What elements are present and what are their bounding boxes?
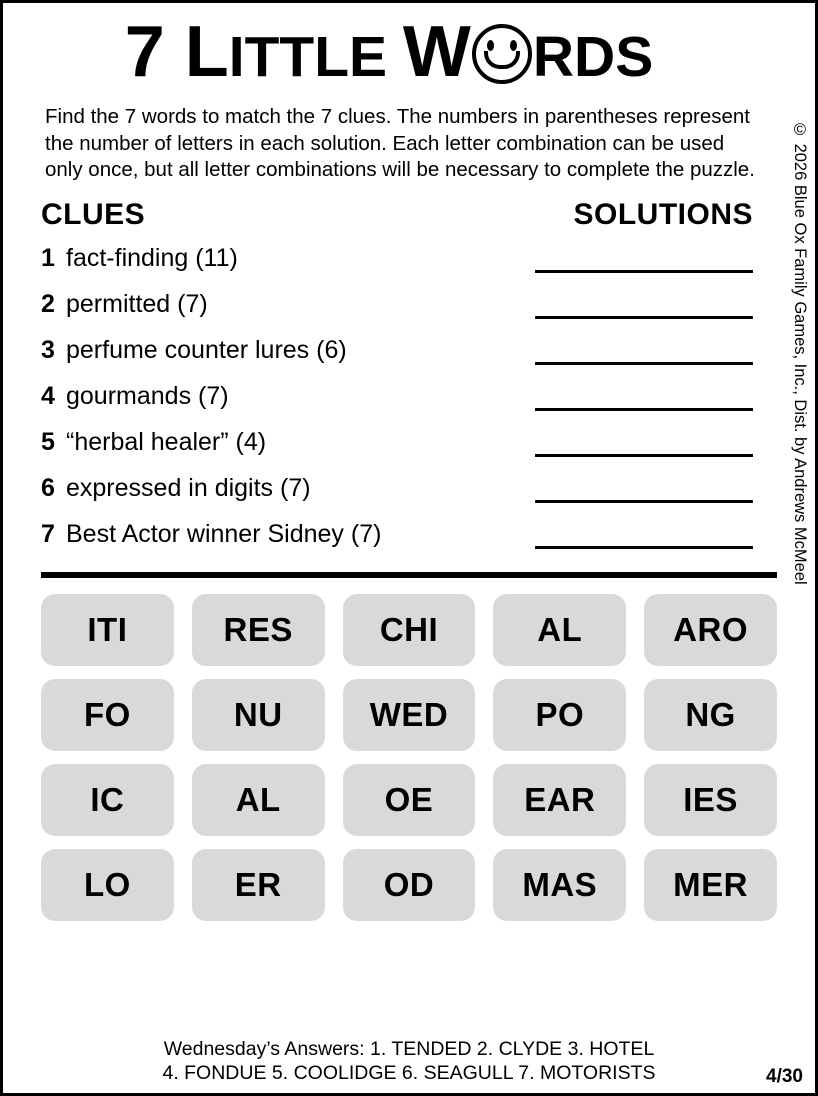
- solutions-header: SOLUTIONS: [573, 197, 753, 231]
- letter-tile[interactable]: RES: [192, 594, 325, 666]
- letter-tile[interactable]: ITI: [41, 594, 174, 666]
- letter-tile[interactable]: IES: [644, 764, 777, 836]
- answer-line[interactable]: [535, 290, 753, 319]
- clue-text: fact-finding (11): [66, 244, 238, 272]
- answer-line[interactable]: [535, 382, 753, 411]
- letter-tile-grid: [3, 578, 815, 921]
- letter-tile[interactable]: MER: [644, 849, 777, 921]
- clue-row: [41, 282, 753, 328]
- letter-tile[interactable]: FO: [41, 679, 174, 751]
- instructions-text: Find the 7 words to match the 7 clues. The numbers in parentheses represent the number of letters in each solution. Each letter combination can be used only once, but all letter combinations will be necessary to complete the puzzle.: [45, 105, 755, 181]
- letter-tile[interactable]: ARO: [644, 594, 777, 666]
- letter-tile[interactable]: AL: [192, 764, 325, 836]
- clue-row: [41, 236, 753, 282]
- letter-tile[interactable]: OD: [343, 849, 476, 921]
- column-headers: [3, 184, 815, 232]
- clue-row: [41, 328, 753, 374]
- letter-tile[interactable]: NG: [644, 679, 777, 751]
- clue-number: 3: [41, 336, 55, 364]
- previous-answers: [3, 1037, 815, 1085]
- letter-tile[interactable]: NU: [192, 679, 325, 751]
- letter-tile[interactable]: MAS: [493, 849, 626, 921]
- letter-tile[interactable]: PO: [493, 679, 626, 751]
- clue-number: 6: [41, 474, 55, 502]
- previous-answers-line-2: 4. FONDUE 5. COOLIDGE 6. SEAGULL 7. MOTORISTS: [162, 1062, 656, 1084]
- title-words-cap: W: [402, 12, 471, 92]
- clue-text: perfume counter lures (6): [66, 336, 347, 364]
- clue-row: [41, 374, 753, 420]
- answer-line[interactable]: [535, 520, 753, 549]
- title-seven: 7: [124, 12, 185, 92]
- title-little-cap: L: [184, 12, 229, 92]
- clue-text: “herbal healer” (4): [66, 428, 267, 456]
- clue-list: [3, 232, 815, 558]
- clue-row: [41, 466, 753, 512]
- letter-tile[interactable]: AL: [493, 594, 626, 666]
- copyright-notice: © 2026 Blue Ox Family Games, Inc., Dist. by Andrews McMeel: [791, 121, 809, 585]
- title-words-rest: RDS: [532, 25, 654, 89]
- answer-line[interactable]: [535, 474, 753, 503]
- clue-number: 7: [41, 520, 55, 548]
- clue-number: 4: [41, 382, 55, 410]
- letter-tile[interactable]: ER: [192, 849, 325, 921]
- title-little-rest: ITTLE: [228, 25, 403, 89]
- page-number: 4/30: [766, 1066, 803, 1087]
- letter-tile[interactable]: WED: [343, 679, 476, 751]
- answer-line[interactable]: [535, 244, 753, 273]
- letter-tile[interactable]: CHI: [343, 594, 476, 666]
- letter-tile[interactable]: EAR: [493, 764, 626, 836]
- answer-line[interactable]: [535, 336, 753, 365]
- clue-text: permitted (7): [66, 290, 208, 318]
- previous-answers-line-1: Wednesday’s Answers: 1. TENDED 2. CLYDE 3. HOTEL: [163, 1038, 655, 1060]
- answer-line[interactable]: [535, 428, 753, 457]
- clue-text: Best Actor winner Sidney (7): [66, 520, 382, 548]
- letter-tile[interactable]: LO: [41, 849, 174, 921]
- clue-row: [41, 512, 753, 558]
- clue-number: 5: [41, 428, 55, 456]
- clue-text: gourmands (7): [66, 382, 229, 410]
- smiley-face-icon: [472, 24, 532, 84]
- letter-tile[interactable]: OE: [343, 764, 476, 836]
- clue-row: [41, 420, 753, 466]
- clue-text: expressed in digits (7): [66, 474, 311, 502]
- clues-header: CLUES: [41, 197, 146, 231]
- page-title: [3, 13, 815, 96]
- clue-number: 1: [41, 244, 55, 272]
- clue-number: 2: [41, 290, 55, 318]
- letter-tile[interactable]: IC: [41, 764, 174, 836]
